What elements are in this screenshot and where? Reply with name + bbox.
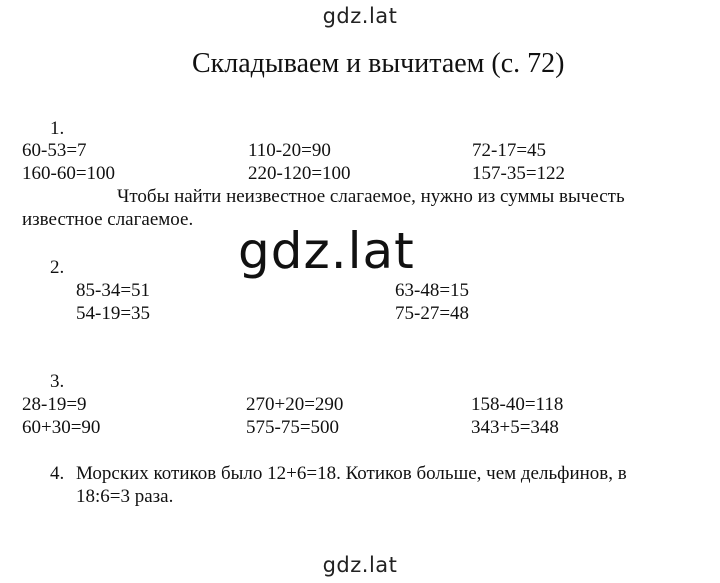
task-2-number: 2. <box>50 257 65 278</box>
task-3-expr: 575-75=500 <box>246 417 340 438</box>
task-4-line2: 18:6=3 раза. <box>76 486 174 507</box>
task-3-expr: 158-40=118 <box>471 394 564 415</box>
task-1-expr: 72-17=45 <box>472 140 547 161</box>
task-1-number: 1. <box>50 118 65 139</box>
task-3-expr: 270+20=290 <box>246 394 344 415</box>
task-1-expr: 157-35=122 <box>472 163 566 184</box>
watermark-middle: gdz.lat <box>238 222 415 280</box>
task-3-expr: 28-19=9 <box>22 394 87 415</box>
task-4-line1: Морских котиков было 12+6=18. Котиков больше, чем дельфинов, в <box>76 463 627 484</box>
task-1-rule-line2: известное слагаемое. <box>22 209 194 230</box>
page-title: Складываем и вычитаем (с. 72) <box>192 48 565 79</box>
task-1-rule-line1: Чтобы найти неизвестное слагаемое, нужно из суммы вычесть <box>117 186 625 207</box>
watermark-top: gdz.lat <box>322 4 398 28</box>
task-2-expr: 75-27=48 <box>395 303 470 324</box>
task-3-expr: 343+5=348 <box>471 417 559 438</box>
task-2-expr: 85-34=51 <box>76 280 151 301</box>
task-3-number: 3. <box>50 371 65 392</box>
task-1-expr: 110-20=90 <box>248 140 331 161</box>
task-1-expr: 60-53=7 <box>22 140 87 161</box>
watermark-bottom: gdz.lat <box>322 553 398 577</box>
task-1-expr: 220-120=100 <box>248 163 351 184</box>
task-2-expr: 54-19=35 <box>76 303 151 324</box>
task-4-number: 4. <box>50 463 65 484</box>
task-1-expr: 160-60=100 <box>22 163 116 184</box>
task-3-expr: 60+30=90 <box>22 417 101 438</box>
task-2-expr: 63-48=15 <box>395 280 470 301</box>
